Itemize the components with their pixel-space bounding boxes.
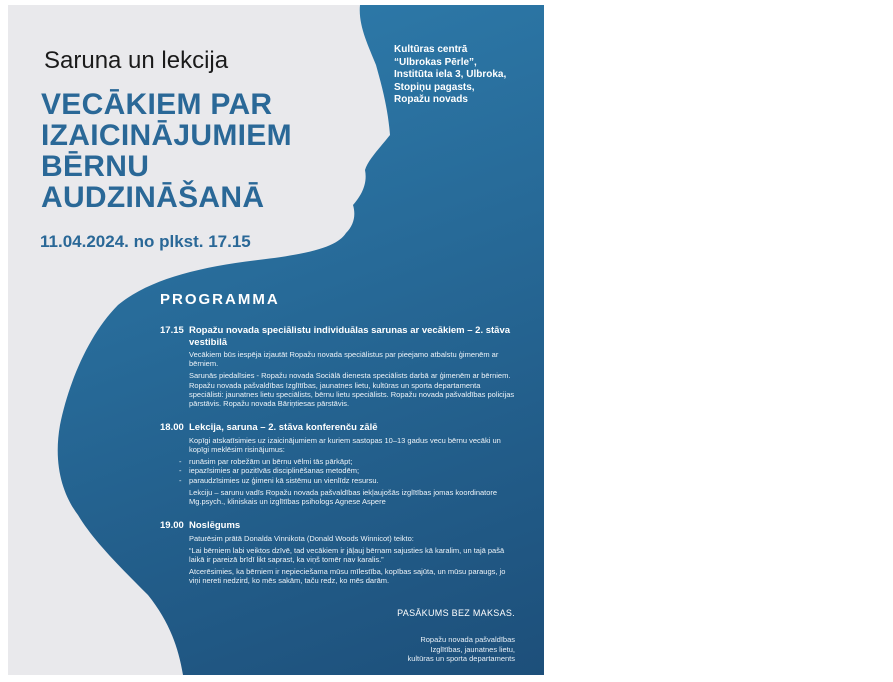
organizer-line: kultūras un sporta departaments xyxy=(407,654,515,663)
programme-quote: “Lai bērniem labi veiktos dzīvē, tad vecākiem ir jāļauj bērnam sajusties kā karalim, un tajā pašā laikā ir pareizā brīdī likt saprast, ka viņš tomēr nav karalis.” xyxy=(189,545,505,565)
organizer-line: Ropažu novada pašvaldības xyxy=(420,635,515,644)
programme-bullets xyxy=(189,457,515,485)
event-date: 11.04.2024. no plkst. 17.15 xyxy=(40,232,251,251)
programme-text: Paturēsim prātā Donalda Vinnikota (Donald Woods Winnicot) teikto: xyxy=(189,533,414,543)
programme-text: Kopīgi atskatīsimies uz izaicinājumiem ar kuriem sastopas 10–13 gadus vecu bērnu vecāki un kopīgi meklēsim risinājumus: xyxy=(189,435,501,454)
venue-line: Institūta iela 3, Ulbroka, xyxy=(394,69,507,80)
event-subtitle: Saruna un lekcija xyxy=(44,47,229,74)
title-line: IZAICINĀJUMIEM xyxy=(41,119,292,152)
title-line: VECĀKIEM PAR xyxy=(41,88,273,121)
organizer-credit xyxy=(310,635,515,664)
programme-heading: PROGRAMMA xyxy=(160,291,280,308)
programme-item xyxy=(160,325,515,408)
programme-text: Lekciju – sarunu vadīs Ropažu novada pašvaldības iekļaujošās izglītības jomas koordinatore Mg.psych., kliniskais un izglītības psihologs Agnese Aspere xyxy=(189,487,498,506)
title-line: AUDZINĀŠANĀ xyxy=(41,181,265,214)
programme-time: 19.00 xyxy=(160,520,184,532)
free-event-note: PASĀKUMS BEZ MAKSAS. xyxy=(397,608,515,618)
programme-heading-text: Noslēgums xyxy=(189,520,241,532)
programme-text: Sarunās piedalīsies - Ropažu novada Sociālā dienesta speciālists darbā ar ģimenēm ar bērniem. Ropažu novada pašvaldības Izglītības, jaunatnes lietu, kultūras un sporta departamenta speciālisti: jaunatnes lietu speciālists, bērnu lietu speciālists. Ropažu novada pašvaldības policijas pārstāvis. Ropažu novada Bāriņtiesas pārstāvis. xyxy=(189,371,515,409)
venue-line: Ropažu novads xyxy=(394,94,468,105)
event-venue xyxy=(394,44,534,107)
bullet-item: - runāsim par robežām un bērnu vēlmi tās pārkāpt; xyxy=(189,457,515,466)
programme-time: 17.15 xyxy=(160,325,184,336)
event-title xyxy=(41,89,371,213)
title-line: BĒRNU xyxy=(41,150,150,183)
programme-heading-text: Lekcija, saruna – 2. stāva konferenču zālē xyxy=(189,422,378,434)
venue-line: Kultūras centrā xyxy=(394,44,468,55)
programme-text: Atcerēsimies, ka bērniem ir nepieciešama mūsu mīlestība, kopības sajūta, un mūsu paraugs, jo viņi nereti nedzird, ko mēs sakām, taču redz, ko mēs darām. xyxy=(189,567,506,586)
programme-item xyxy=(160,422,515,506)
venue-line: “Ulbrokas Pērle”, xyxy=(394,56,477,68)
programme-list xyxy=(160,325,515,600)
programme-time: 18.00 xyxy=(160,422,184,434)
bullet-item: - iepazīsimies ar pozitīvās disciplinēšanas metodēm; xyxy=(189,466,515,475)
organizer-line: Izglītības, jaunatnes lietu, xyxy=(430,644,515,654)
venue-line: Stopiņu pagasts, xyxy=(394,81,475,93)
programme-text: Vecākiem būs iespēja izjautāt Ropažu novada speciālistus par pieejamo atbalstu ģimenēm ar bērniem. xyxy=(189,350,499,369)
programme-heading-text: Ropažu novada speciālistu individuālas sarunas ar vecākiem – 2. stāva vestibilā xyxy=(189,325,511,348)
programme-item xyxy=(160,520,515,586)
bullet-item: - paraudzīsimies uz ģimeni kā sistēmu un vienlīdz resursu. xyxy=(189,476,515,485)
event-poster xyxy=(8,5,544,675)
